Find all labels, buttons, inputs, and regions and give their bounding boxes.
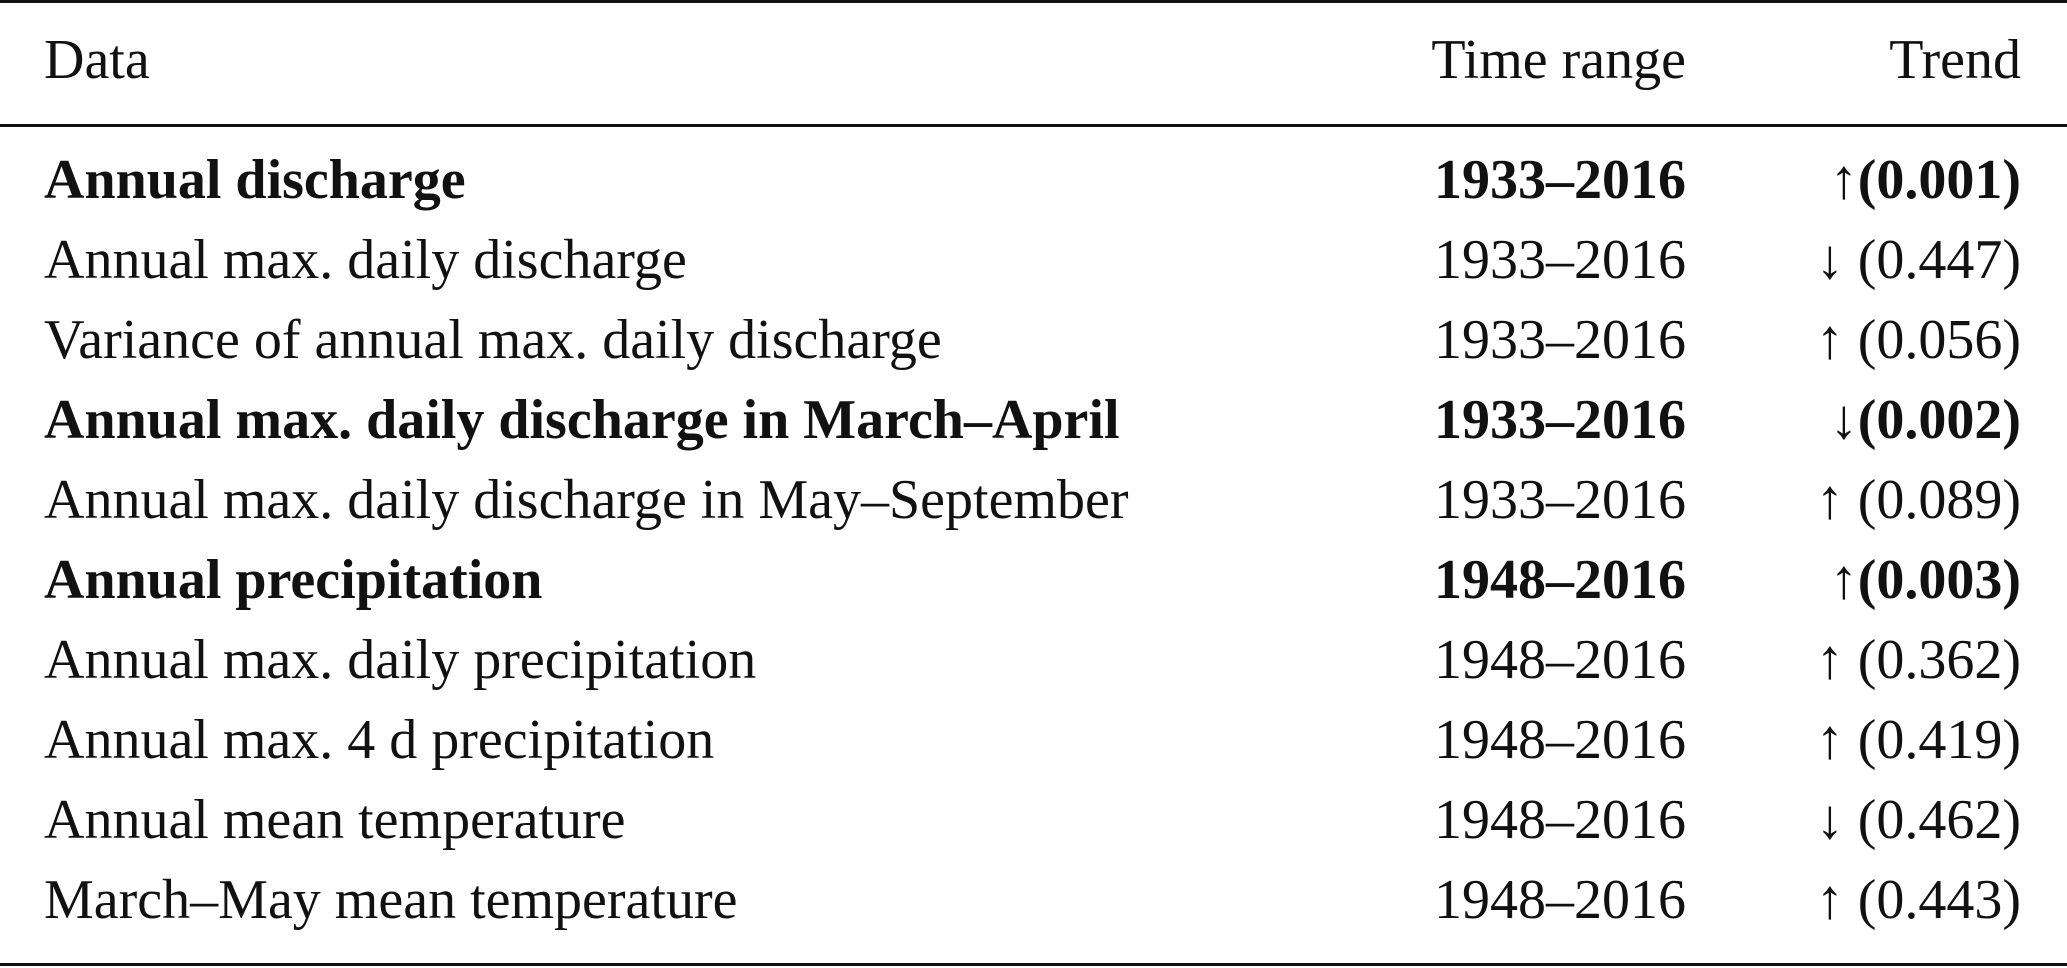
row-time-range: 1948–2016 bbox=[1434, 709, 1686, 771]
row-data-label: Annual max. daily precipitation bbox=[44, 629, 757, 691]
row-time-range: 1948–2016 bbox=[1434, 869, 1686, 931]
row-data-label: Annual max. 4 d precipitation bbox=[44, 709, 715, 771]
row-trend-value: (0.001) bbox=[1857, 149, 2021, 211]
row-trend-value: (0.056) bbox=[1857, 309, 2021, 371]
row-trend-value: (0.362) bbox=[1857, 629, 2021, 691]
trend-arrow-icon: ↑ bbox=[1815, 869, 1844, 931]
row-trend bbox=[1816, 300, 2021, 380]
row-trend-value: (0.003) bbox=[1857, 549, 2021, 611]
table-row bbox=[0, 860, 2067, 940]
row-trend bbox=[1830, 540, 2021, 620]
trend-arrow-icon: ↑ bbox=[1829, 549, 1858, 611]
table-row bbox=[0, 140, 2067, 220]
table-row bbox=[0, 620, 2067, 700]
row-trend bbox=[1830, 380, 2021, 460]
row-time-range: 1933–2016 bbox=[1434, 229, 1686, 291]
row-trend bbox=[1830, 140, 2021, 220]
row-trend bbox=[1816, 780, 2021, 860]
table-header-rule bbox=[0, 124, 2067, 127]
trend-arrow-icon: ↑ bbox=[1829, 149, 1858, 211]
trend-arrow-icon: ↓ bbox=[1815, 789, 1844, 851]
table-top-rule bbox=[0, 0, 2067, 3]
trend-arrow-icon: ↑ bbox=[1815, 709, 1844, 771]
row-time-range: 1948–2016 bbox=[1434, 549, 1686, 611]
table-row bbox=[0, 780, 2067, 860]
table-row bbox=[0, 700, 2067, 780]
row-trend-value: (0.089) bbox=[1857, 469, 2021, 531]
row-data-label: March–May mean temperature bbox=[44, 869, 738, 931]
row-time-range: 1933–2016 bbox=[1434, 469, 1686, 531]
row-data-label: Variance of annual max. daily discharge bbox=[44, 309, 942, 371]
row-trend bbox=[1816, 860, 2021, 940]
table-header-row bbox=[0, 20, 2067, 100]
row-time-range: 1933–2016 bbox=[1434, 149, 1686, 211]
table-row bbox=[0, 540, 2067, 620]
row-trend-value: (0.443) bbox=[1857, 869, 2021, 931]
header-time-range: Time range bbox=[1431, 29, 1686, 91]
row-trend bbox=[1816, 620, 2021, 700]
row-data-label: Annual precipitation bbox=[44, 549, 543, 611]
row-data-label: Annual max. daily discharge in May–September bbox=[44, 469, 1129, 531]
row-trend bbox=[1816, 220, 2021, 300]
row-trend bbox=[1816, 460, 2021, 540]
table-row bbox=[0, 460, 2067, 540]
header-data: Data bbox=[44, 29, 150, 91]
row-trend-value: (0.447) bbox=[1857, 229, 2021, 291]
trend-arrow-icon: ↑ bbox=[1815, 629, 1844, 691]
trend-arrow-icon: ↓ bbox=[1815, 229, 1844, 291]
trend-arrow-icon: ↑ bbox=[1815, 469, 1844, 531]
row-data-label: Annual discharge bbox=[44, 149, 466, 211]
row-trend-value: (0.462) bbox=[1857, 789, 2021, 851]
trend-arrow-icon: ↓ bbox=[1829, 389, 1858, 451]
row-data-label: Annual mean temperature bbox=[44, 789, 626, 851]
table-row bbox=[0, 380, 2067, 460]
row-data-label: Annual max. daily discharge bbox=[44, 229, 687, 291]
row-time-range: 1948–2016 bbox=[1434, 629, 1686, 691]
table-row bbox=[0, 220, 2067, 300]
row-trend bbox=[1816, 700, 2021, 780]
row-time-range: 1933–2016 bbox=[1434, 389, 1686, 451]
header-trend: Trend bbox=[1889, 29, 2021, 91]
table-row bbox=[0, 300, 2067, 380]
table-bottom-rule bbox=[0, 963, 2067, 966]
row-time-range: 1933–2016 bbox=[1434, 309, 1686, 371]
row-time-range: 1948–2016 bbox=[1434, 789, 1686, 851]
row-data-label: Annual max. daily discharge in March–April bbox=[44, 389, 1120, 451]
row-trend-value: (0.002) bbox=[1857, 389, 2021, 451]
row-trend-value: (0.419) bbox=[1857, 709, 2021, 771]
trend-arrow-icon: ↑ bbox=[1815, 309, 1844, 371]
